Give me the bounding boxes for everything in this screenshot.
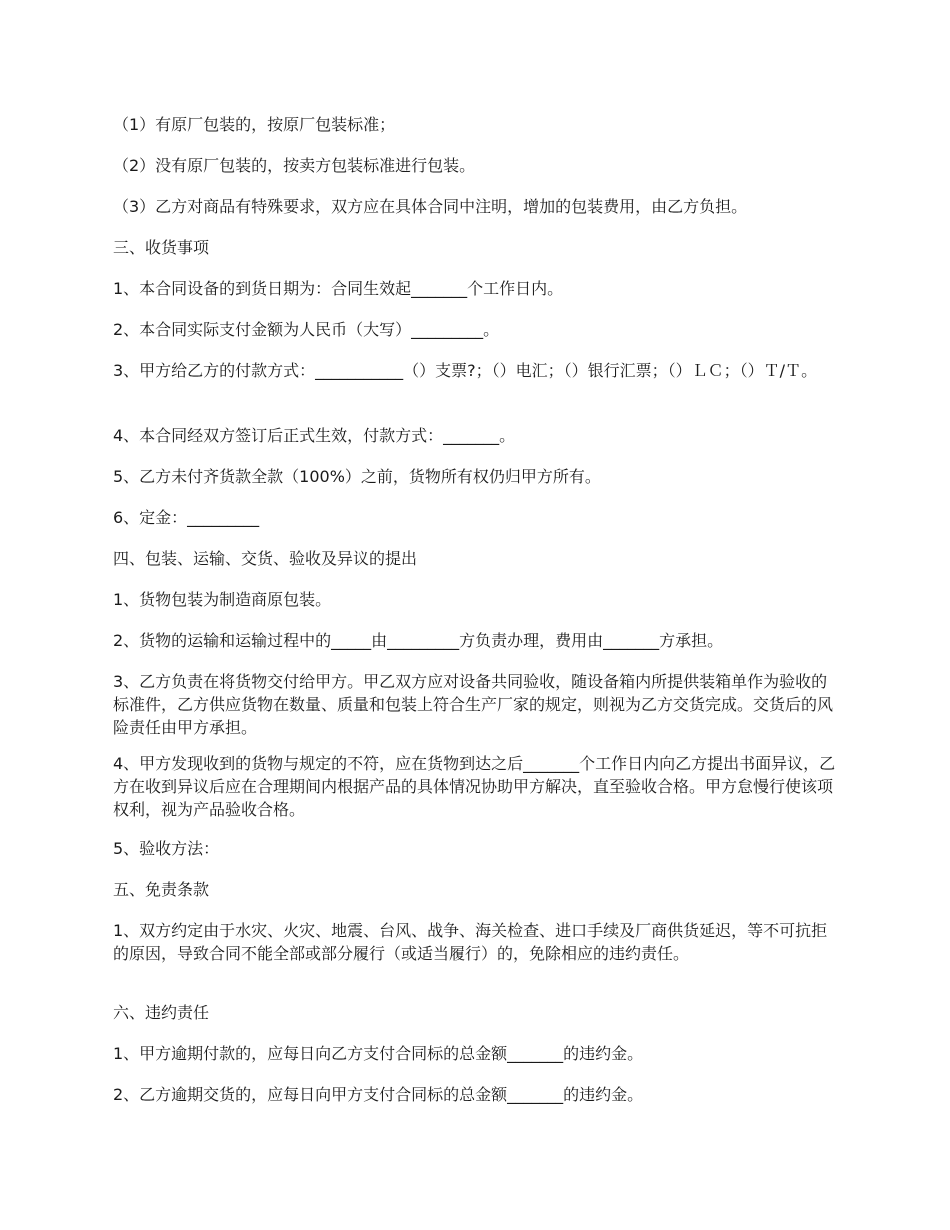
delivery-clause-5: 5、验收方法： (113, 839, 220, 858)
packaging-item-1: （1）有原厂包装的，按原厂包装标准； (113, 115, 396, 134)
delivery-clause-2: 2、货物的运输和运输过程中的_____由_________方负责办理，费用由_______方承担。 (113, 631, 724, 650)
liability-clause-2: 2、乙方逾期交货的，应每日向甲方支付合同标的总金额_______的违约金。 (113, 1085, 644, 1104)
receiving-clause-1: 1、本合同设备的到货日期为：合同生效起_______个工作日内。 (113, 279, 564, 298)
section-heading-liability: 六、违约责任 (113, 1003, 210, 1022)
receiving-clause-2: 2、本合同实际支付金额为人民币（大写）_________。 (113, 320, 500, 339)
packaging-item-2: （2）没有原厂包装的，按卖方包装标准进行包装。 (113, 156, 476, 175)
exemption-clause-1: 1、双方约定由于水灾、火灾、地震、台风、战争、海关检查、进口手续及厂商供货延迟，等不可抗拒的原因，导致合同不能全部或部分履行（或适当履行）的，免除相应的违约责任。 (113, 921, 828, 963)
delivery-clause-4: 4、甲方发现收到的货物与规定的不符，应在货物到达之后_______个工作日内向乙方提出书面异议，乙方在收到异议后应在合理期间内根据产品的具体情况协助甲方解决，直至验收合格。甲方怠慢行使该项权利，视为产品验收合格。 (113, 754, 836, 819)
receiving-clause-3: 3、甲方给乙方的付款方式：___________（）支票?；（）电汇；（）银行汇票；（）ＬＣ；（）Ｔ/Ｔ。 (113, 361, 818, 380)
delivery-clause-1: 1、货物包装为制造商原包装。 (113, 590, 332, 609)
receiving-clause-6: 6、定金：_________ (113, 508, 260, 527)
liability-clause-1: 1、甲方逾期付款的，应每日向乙方支付合同标的总金额_______的违约金。 (113, 1044, 644, 1063)
delivery-clause-3: 3、乙方负责在将货物交付给甲方。甲乙双方应对设备共同验收，随设备箱内所提供装箱单作为验收的标准件，乙方供应货物在数量、质量和包装上符合生产厂家的规定，则视为乙方交货完成。交货后的风险责任由甲方承担。 (113, 672, 834, 737)
receiving-clause-5: 5、乙方未付齐货款全款（100%）之前，货物所有权仍归甲方所有。 (113, 467, 601, 486)
packaging-item-3: （3）乙方对商品有特殊要求，双方应在具体合同中注明，增加的包装费用，由乙方负担。 (113, 197, 748, 216)
section-heading-receiving: 三、收货事项 (113, 238, 210, 257)
receiving-clause-4: 4、本合同经双方签订后正式生效，付款方式：_______。 (113, 426, 516, 445)
section-heading-packaging-delivery: 四、包装、运输、交货、验收及异议的提出 (113, 549, 418, 568)
section-heading-exemption: 五、免责条款 (113, 880, 210, 899)
